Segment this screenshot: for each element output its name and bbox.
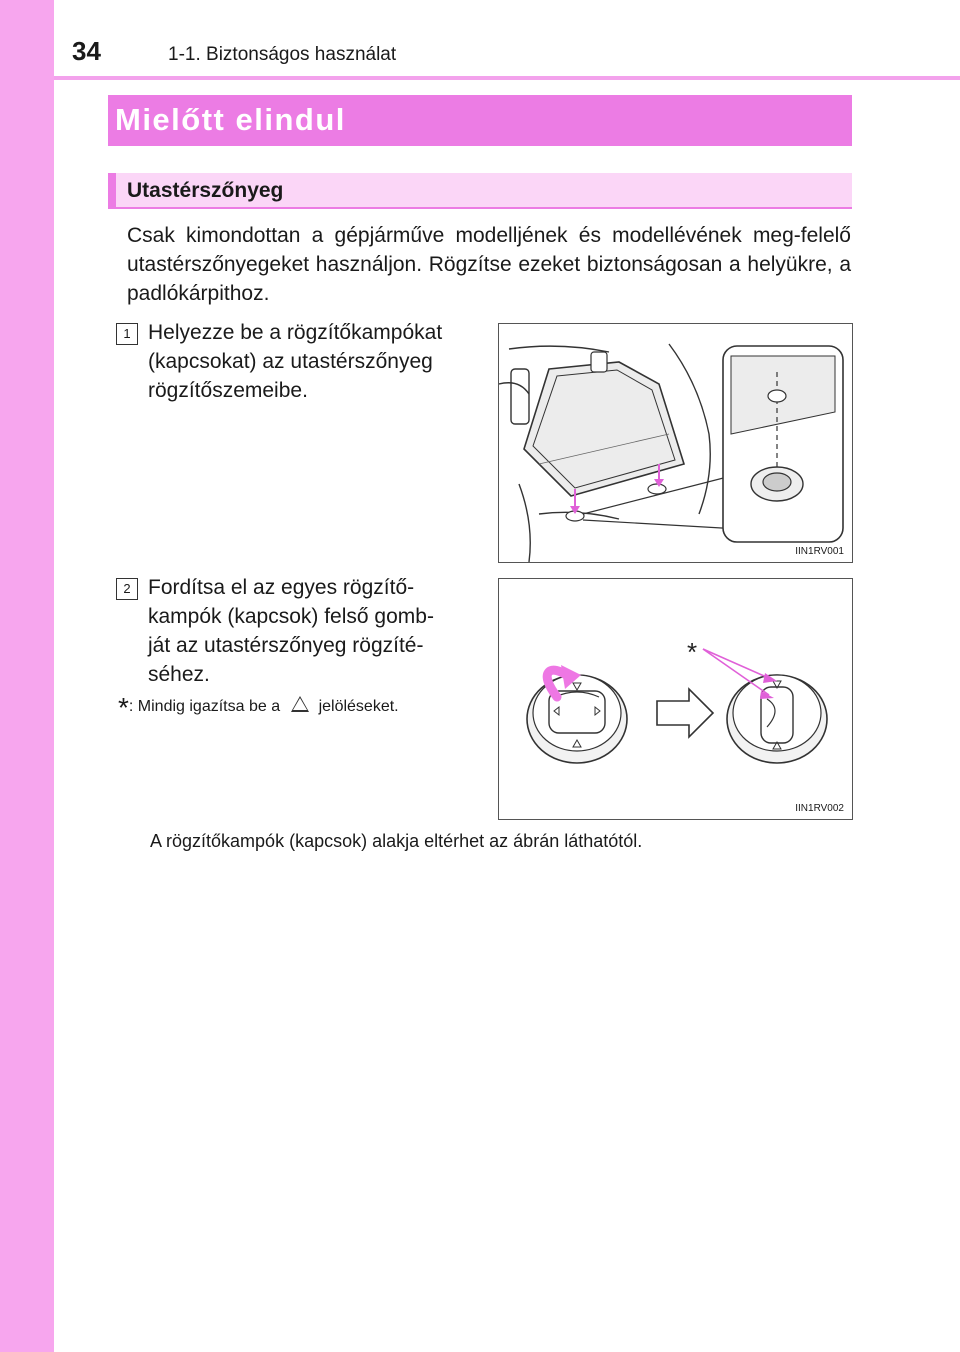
figure-code: IIN1RV001 (795, 546, 844, 557)
step-2-line: ját az utastérszőnyeg rögzíté- (148, 634, 424, 657)
note-text: A rögzítőkampók (kapcsok) alakja eltérhet az ábrán láthatótól. (150, 831, 643, 851)
intro-paragraph: Csak kimondottan a gépjárműve modelljének és modellévének meg-felelő utastérszőnyegeket használjon. Rögzítse ezeket biztonságosan a helyükre, a padlókárpithoz. (127, 224, 851, 305)
step-2-line: Fordítsa el az egyes rögzítő- (148, 576, 415, 599)
section-title: Mielőtt elindul (115, 102, 346, 137)
footnote-text-before: : Mindig igazítsa be a (128, 698, 281, 715)
knob-rotation-illustration (499, 579, 852, 819)
step-number-2: 2 (116, 578, 138, 600)
subsection-title: Utastérszőnyeg (127, 179, 284, 202)
page-number: 34 (72, 36, 101, 66)
footnote-asterisk: * (118, 692, 129, 723)
figure-code: IIN1RV002 (795, 803, 844, 814)
figure-callout-asterisk: * (687, 637, 698, 667)
side-color-strip (0, 0, 54, 1352)
step-2-text (148, 573, 478, 689)
step-1-line: rögzítőszemeibe. (148, 379, 308, 402)
chapter-title: 1-1. Biztonságos használat (168, 44, 397, 65)
step-1-line: Helyezze be a rögzítőkampókat (148, 321, 443, 344)
step-2-line: séhez. (148, 663, 210, 686)
header-divider (54, 76, 960, 80)
footnote-text-after: jelöléseket. (318, 698, 399, 715)
floor-mat-illustration (499, 324, 852, 562)
step-number-1: 1 (116, 323, 138, 345)
step-1-line: (kapcsokat) az utastérszőnyeg (148, 350, 433, 373)
figure-floor-mat-hooks (498, 323, 853, 563)
step-1-text (148, 318, 478, 405)
figure-rotate-knob (498, 578, 853, 820)
footnote (118, 692, 399, 723)
step-2-line: kampók (kapcsok) felső gomb- (148, 605, 434, 628)
triangle-mark-icon (291, 696, 309, 712)
subsection-accent (108, 173, 116, 209)
